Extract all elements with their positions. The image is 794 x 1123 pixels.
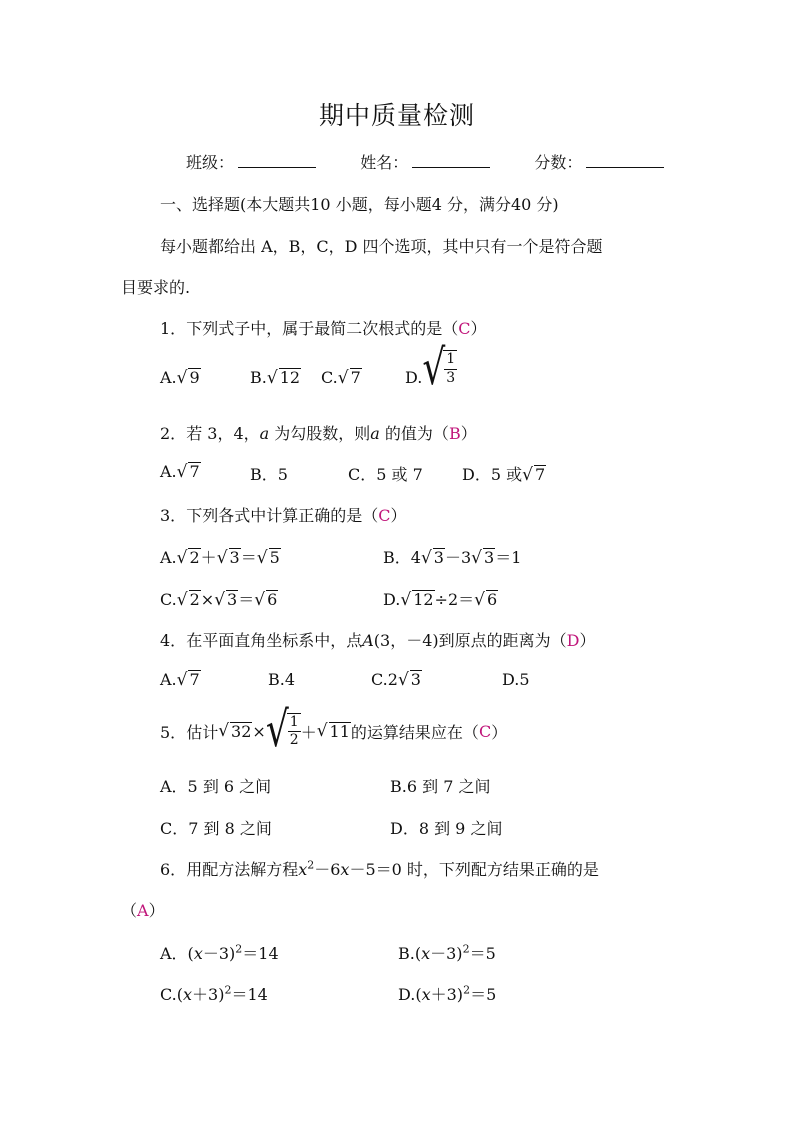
score-blank[interactable] <box>586 152 664 168</box>
option-1b: B.√ 12 <box>250 368 301 388</box>
question-6-stem: 6．用配方法解方程$x^2-6x-5=0$ 时，下列配方结果正确的是 <box>160 858 599 879</box>
page-title: 期中质量检测 <box>318 101 475 130</box>
option-6a: A．$(x-3)^2=14$ <box>160 942 279 963</box>
answer-2: B <box>448 424 461 443</box>
option-3d: D.√ 12÷2＝√ 6 <box>383 590 498 610</box>
option-2d: D．5 或√ 7 <box>462 465 546 485</box>
option-1a: A.√ 9 <box>160 368 200 388</box>
answer-1: C <box>458 319 471 338</box>
question-6-answer-line: （A） <box>121 901 165 920</box>
option-3c: C.√ 2×√ 3＝√ 6 <box>160 590 278 610</box>
question-3-stem: 3．下列各式中计算正确的是（C） <box>160 506 407 525</box>
option-2a: A.√ 7 <box>160 462 200 482</box>
class-label: 班级： <box>186 153 235 172</box>
option-3b: B．4√ 3－3√ 3＝1 <box>383 548 522 568</box>
answer-5: C <box>478 721 492 741</box>
question-4-options <box>160 670 580 694</box>
option-5b: B.6 到 7 之间 <box>390 777 491 796</box>
question-2-options <box>160 462 620 486</box>
option-2c: C．5 或 7 <box>348 465 423 484</box>
option-1c: C.√ 7 <box>321 368 361 388</box>
option-6b: $B.(x-3)^2=5$ <box>398 942 496 963</box>
option-6c: $C.(x+3)^2=14$ <box>160 983 268 1004</box>
option-4a: A.√ 7 <box>160 670 200 690</box>
option-5c: C．7 到 8 之间 <box>160 819 272 838</box>
student-info <box>186 150 664 173</box>
option-2b: B．5 <box>250 465 288 484</box>
option-5d: D．8 到 9 之间 <box>390 819 503 838</box>
section-heading: 一、选择题(本大题共10 小题，每小题4 分，满分40 分) <box>160 195 559 214</box>
question-4-stem: 4．在平面直角坐标系中，点A(3，－4)到原点的距离为（D） <box>160 631 596 650</box>
section-intro-line1: 每小题都给出 A，B，C，D 四个选项，其中只有一个是符合题 <box>160 237 603 256</box>
class-blank[interactable] <box>238 152 316 168</box>
answer-3: C <box>378 506 391 525</box>
question-2-stem: 2．若 3，4，a 为勾股数，则a 的值为（B） <box>160 424 477 443</box>
section-intro-line2: 目要求的. <box>121 278 191 297</box>
question-5-stem: 5． 估计 √ 32 × √ $\frac{1}{2}$ ＋ √ 11 的运算结果应在 （ C ） <box>160 702 508 758</box>
name-label: 姓名： <box>360 153 409 172</box>
option-4d: D.5 <box>502 670 530 689</box>
option-3a: A.√ 2＋√ 3＝√ 5 <box>160 548 280 568</box>
question-1-stem: 1．下列式子中，属于最简二次根式的是（C） <box>160 319 487 338</box>
option-1d: D. √ $\frac{1}{3}$ <box>405 340 456 396</box>
answer-4: D <box>566 631 580 650</box>
option-4c: C.2√ 3 <box>371 670 421 690</box>
option-6d: $D.(x+3)^2=5$ <box>398 983 497 1004</box>
score-label: 分数： <box>534 153 583 172</box>
name-blank[interactable] <box>412 152 490 168</box>
option-5a: A．5 到 6 之间 <box>160 777 272 796</box>
option-4b: B.4 <box>268 670 296 689</box>
answer-6: A <box>137 901 149 920</box>
